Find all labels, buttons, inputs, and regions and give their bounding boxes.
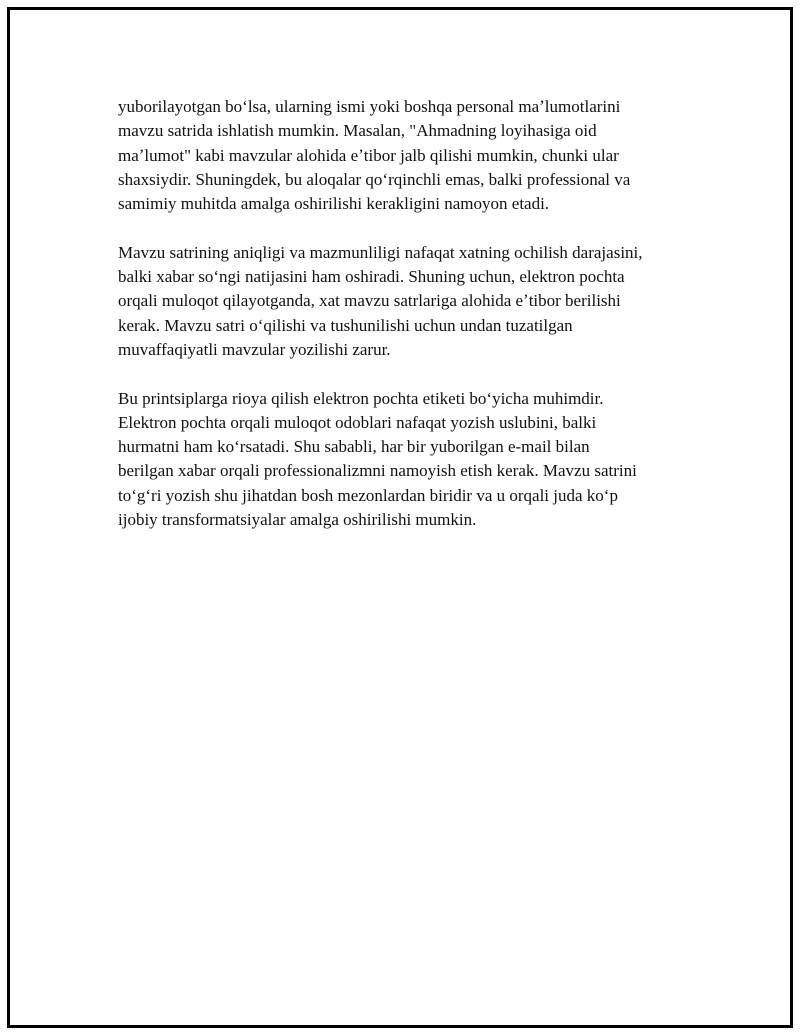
paragraph-2 [118,241,698,362]
text-line: Bu printsiplarga rioya qilish elektron pochta etiketi boʻyicha muhimdir. [118,388,604,408]
document-body [118,95,698,557]
text-line: berilgan xabar orqali professionalizmni namoyish etish kerak. Mavzu satrini [118,461,637,481]
text-line: orqali muloqot qilayotganda, xat mavzu satrlariga alohida eʼtibor berilishi [118,291,621,311]
text-line: maʼlumot" kabi mavzular alohida eʼtibor jalb qilishi mumkin, chunki ular [118,145,619,165]
text-line: muvaffaqiyatli mavzular yozilishi zarur. [118,339,391,359]
text-line: mavzu satrida ishlatish mumkin. Masalan, "Ahmadning loyihasiga oid [118,121,597,141]
paragraph-1 [118,95,698,216]
text-line: hurmatni ham koʻrsatadi. Shu sababli, har bir yuborilgan e-mail bilan [118,437,590,457]
text-line: samimiy muhitda amalga oshirilishi kerakligini namoyon etadi. [118,194,550,214]
text-line: balki xabar soʻngi natijasini ham oshiradi. Shuning uchun, elektron pochta [118,267,625,287]
text-line: ijobiy transformatsiyalar amalga oshirilishi mumkin. [118,510,477,530]
text-line: shaxsiydir. Shuningdek, bu aloqalar qoʻrqinchli emas, balki professional va [118,169,631,189]
text-line: Elektron pochta orqali muloqot odoblari nafaqat yozish uslubini, balki [118,412,597,432]
text-line: yuborilayotgan boʻlsa, ularning ismi yoki boshqa personal maʼlumotlarini [118,97,621,116]
paragraph-3 [118,387,698,533]
text-line: toʻgʻri yozish shu jihatdan bosh mezonlardan biridir va u orqali juda koʻp [118,485,618,505]
text-line: kerak. Mavzu satri oʻqilishi va tushunilishi uchun undan tuzatilgan [118,315,573,335]
text-line: Mavzu satrining aniqligi va mazmunliligi nafaqat xatning ochilish darajasini, [118,242,643,262]
